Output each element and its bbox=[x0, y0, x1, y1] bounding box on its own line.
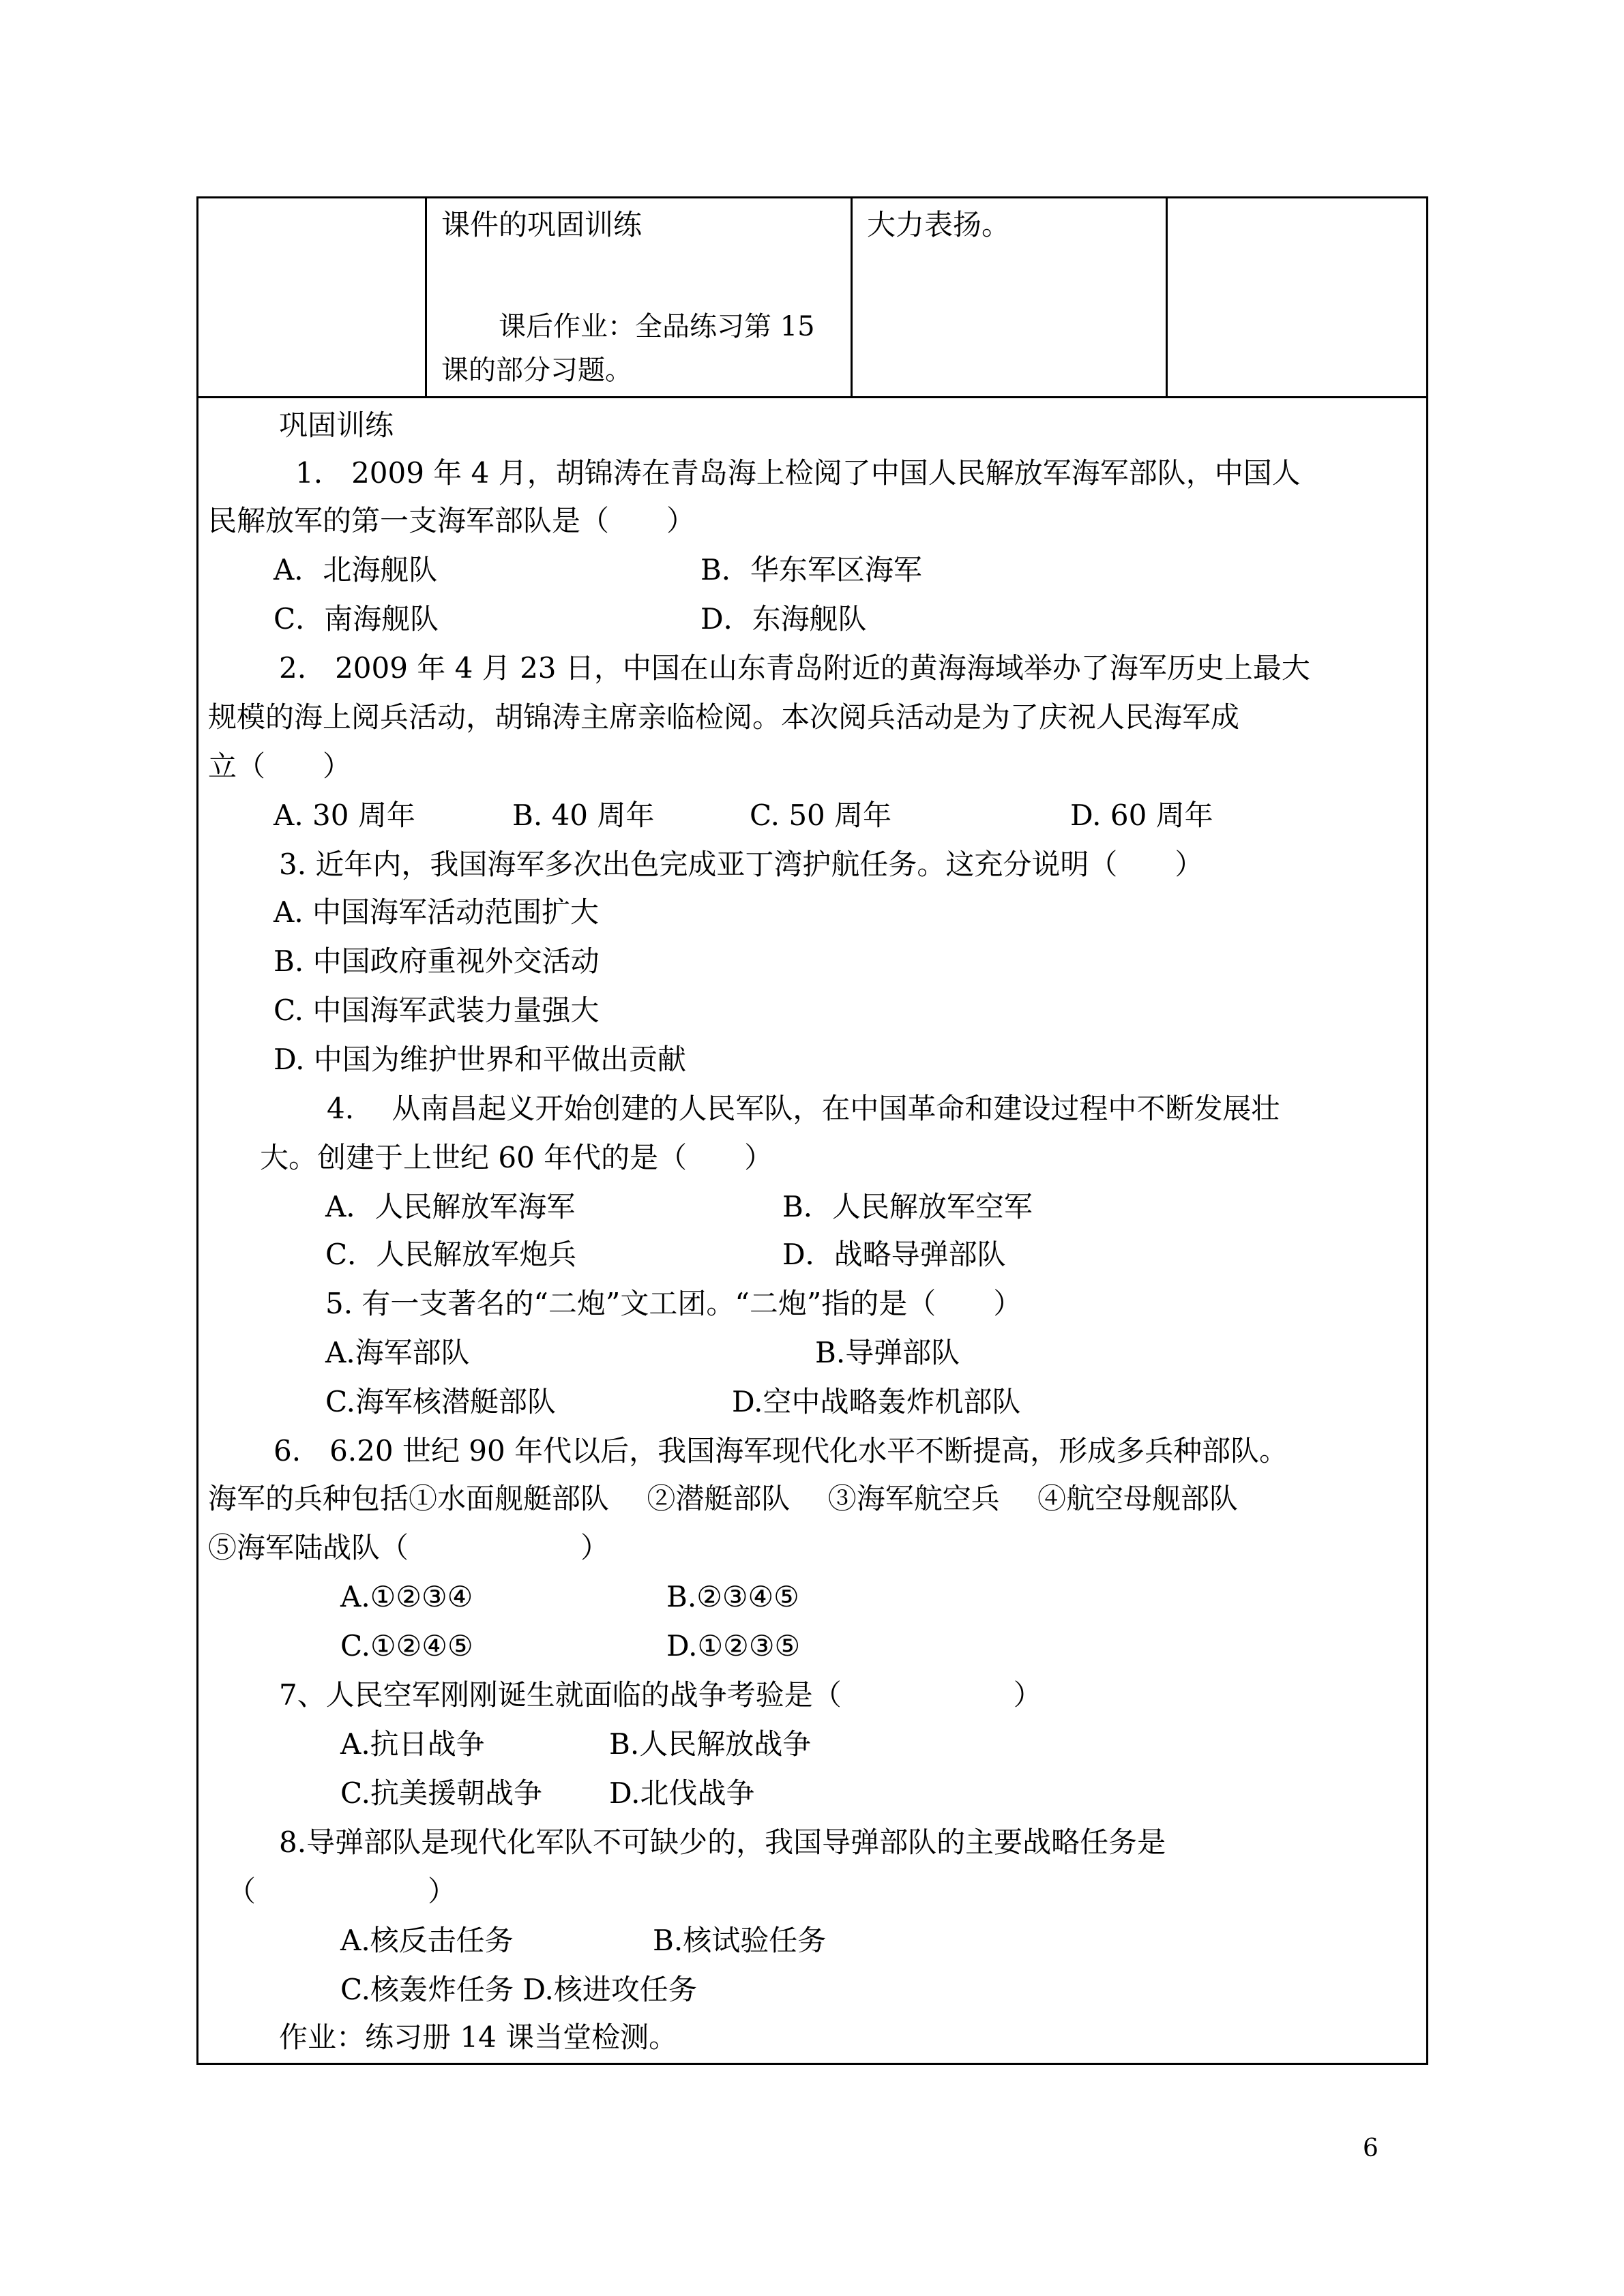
q3-option-a: A. 中国海军活动范围扩大 bbox=[274, 895, 600, 929]
homework-line: 作业：练习册 14 课当堂检测。 bbox=[279, 2021, 678, 2054]
q5-option-a: A.海军部队 bbox=[325, 1336, 470, 1369]
q3-option-d: D. 中国为维护世界和平做出贡献 bbox=[274, 1043, 686, 1076]
q4-option-c: C．人民解放军炮兵 bbox=[325, 1238, 577, 1271]
q6-line3: ⑤海军陆战队（ ） bbox=[208, 1531, 610, 1564]
q6-option-c: C.①②④⑤ bbox=[340, 1629, 473, 1663]
lesson-table bbox=[196, 196, 1428, 2065]
col2-line3: 课的部分习题。 bbox=[441, 355, 632, 386]
q8-line1: 8.导弹部队是现代化军队不可缺少的，我国导弹部队的主要战略任务是 bbox=[279, 1825, 1166, 1859]
q6-option-d: D.①②③⑤ bbox=[666, 1629, 801, 1663]
q2-line3: 立（ ） bbox=[208, 749, 352, 783]
q4-option-a: A．人民解放军海军 bbox=[325, 1190, 576, 1223]
q7-option-a: A.抗日战争 bbox=[340, 1727, 485, 1761]
q8-option-b: B.核试验任务 bbox=[653, 1924, 827, 1957]
q6-option-a: A.①②③④ bbox=[340, 1580, 473, 1613]
q2-line2: 规模的海上阅兵活动，胡锦涛主席亲临检阅。本次阅兵活动是为了庆祝人民海军成 bbox=[208, 700, 1240, 734]
q2-option-c: C. 50 周年 bbox=[750, 799, 892, 832]
q1-option-c: C．南海舰队 bbox=[274, 602, 439, 636]
q6-option-b: B.②③④⑤ bbox=[666, 1580, 799, 1613]
q2-option-a: A. 30 周年 bbox=[274, 799, 415, 832]
q8-option-cd bbox=[340, 1973, 697, 2007]
column-divider bbox=[1166, 198, 1168, 396]
q4-line1: 4. 从南昌起义开始创建的人民军队，在中国革命和建设过程中不断发展壮 bbox=[327, 1092, 1280, 1125]
q1-option-a: A．北海舰队 bbox=[274, 553, 438, 586]
q3-option-b: B. 中国政府重视外交活动 bbox=[274, 944, 600, 978]
col2-line1: 课件的巩固训练 bbox=[441, 208, 643, 241]
q8-line2: （ ） bbox=[227, 1875, 457, 1908]
q4-line2: 大。创建于上世纪 60 年代的是（ ） bbox=[260, 1141, 773, 1174]
q4-option-b: B．人民解放军空军 bbox=[782, 1190, 1033, 1223]
q8-option-a: A.核反击任务 bbox=[340, 1924, 514, 1957]
q2-option-b: B. 40 周年 bbox=[512, 799, 655, 832]
q1-option-d: D．东海舰队 bbox=[700, 602, 867, 636]
column-divider bbox=[851, 198, 853, 396]
q7-line1: 7、人民空军刚刚诞生就面临的战争考验是（ ） bbox=[279, 1678, 1042, 1712]
q5-line1: 5. 有一支著名的“二炮”文工团。“二炮”指的是（ ） bbox=[325, 1287, 1022, 1320]
q5-option-b: B.导弹部队 bbox=[815, 1336, 960, 1369]
q1-line2: 民解放军的第一支海军部队是（ ） bbox=[208, 504, 696, 537]
q3-option-c: C. 中国海军武装力量强大 bbox=[274, 994, 600, 1027]
q8-option-d: D.核进攻任务 bbox=[522, 1973, 697, 2006]
col3-text: 大力表扬。 bbox=[867, 208, 1011, 241]
q5-option-d: D.空中战略轰炸机部队 bbox=[732, 1385, 1021, 1418]
page-number: 6 bbox=[1363, 2134, 1378, 2162]
q4-option-d: D．战略导弹部队 bbox=[782, 1238, 1006, 1271]
q5-option-c: C.海军核潜艇部队 bbox=[325, 1385, 556, 1418]
q8-option-c: C.核轰炸任务 bbox=[340, 1973, 514, 2006]
q1-option-b: B．华东军区海军 bbox=[700, 553, 922, 586]
q6-line1: 6. 6.20 世纪 90 年代以后，我国海军现代化水平不断提高，形成多兵种部队。 bbox=[274, 1434, 1288, 1467]
q7-option-d: D.北伐战争 bbox=[609, 1776, 755, 1810]
q2-line1: 2. 2009 年 4 月 23 日，中国在山东青岛附近的黄海海域举办了海军历史上最大 bbox=[279, 651, 1310, 685]
col2-line2: 课后作业：全品练习第 15 bbox=[499, 311, 815, 342]
q7-option-c: C.抗美援朝战争 bbox=[340, 1776, 542, 1810]
exercise-heading: 巩固训练 bbox=[279, 408, 394, 442]
q6-line2: 海军的兵种包括①水面舰艇部队 ②潜艇部队 ③海军航空兵 ④航空母舰部队 bbox=[208, 1482, 1239, 1515]
q7-option-b: B.人民解放战争 bbox=[609, 1727, 812, 1761]
column-divider bbox=[425, 198, 427, 396]
table-top-row bbox=[198, 198, 1426, 398]
q1-line1: 1. 2009 年 4 月，胡锦涛在青岛海上检阅了中国人民解放军海军部队，中国人 bbox=[295, 456, 1301, 490]
q2-option-d: D. 60 周年 bbox=[1070, 799, 1213, 832]
q3-line1: 3. 近年内，我国海军多次出色完成亚丁湾护航任务。这充分说明（ ） bbox=[279, 848, 1204, 881]
